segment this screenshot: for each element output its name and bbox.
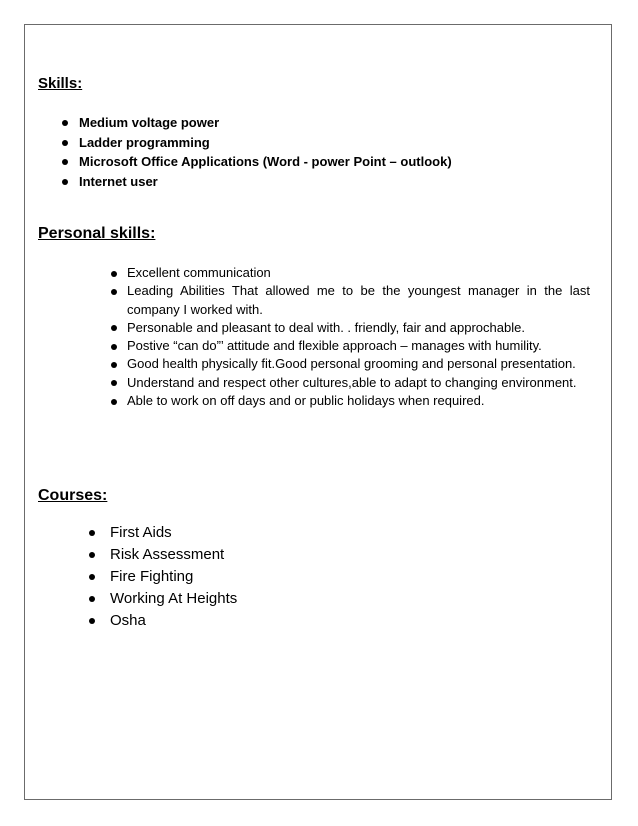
- personal-skills-item-text: Personable and pleasant to deal with. . friendly, fair and approchable.: [127, 319, 525, 335]
- courses-list-item: [89, 610, 389, 632]
- bullet-icon: [111, 362, 117, 368]
- bullet-icon: [89, 552, 95, 558]
- skills-item-text: Ladder programming: [79, 134, 210, 150]
- personal-skills-list-item: [111, 392, 590, 410]
- courses-list-item: [89, 588, 389, 610]
- bullet-icon: [111, 289, 117, 295]
- bullet-icon: [89, 574, 95, 580]
- bullet-icon: [111, 380, 117, 386]
- bullet-icon: [111, 399, 117, 405]
- bullet-icon: [89, 618, 95, 624]
- courses-item-text: Osha: [110, 612, 146, 629]
- skills-list: [62, 113, 582, 191]
- courses-list-item: [89, 566, 389, 588]
- personal-skills-item-text: Postive “can do”’ attitude and flexible approach – manages with humility.: [127, 338, 542, 354]
- bullet-icon: [89, 530, 95, 536]
- skills-list-item: [62, 133, 582, 153]
- skills-item-text: Medium voltage power: [79, 115, 220, 130]
- personal-skills-list-item: [111, 264, 590, 282]
- personal-skills-list-item: [111, 319, 590, 337]
- personal-skills-item-text: Leading Abilities That allowed me to be the youngest manager in the last company I worked with.: [127, 283, 590, 317]
- courses-list-item: [89, 522, 389, 544]
- bullet-icon: [89, 596, 95, 602]
- personal-skills-item-text: Able to work on off days and or public holidays when required.: [127, 393, 485, 409]
- bullet-icon: [62, 140, 68, 146]
- personal-skills-list-item: [111, 282, 590, 319]
- bullet-icon: [111, 271, 117, 277]
- courses-item-text: Fire Fighting: [110, 568, 194, 585]
- skills-heading: Skills:: [38, 75, 83, 92]
- personal-skills-item-text: Understand and respect other cultures,able to adapt to changing environment.: [127, 374, 577, 390]
- personal-skills-list-item: [111, 374, 590, 392]
- personal-skills-list-item: [111, 337, 590, 355]
- courses-list: [89, 522, 389, 632]
- skills-list-item: [62, 113, 582, 133]
- personal-skills-item-text: Excellent communication: [127, 265, 271, 280]
- skills-list-item: [62, 152, 582, 172]
- bullet-icon: [62, 120, 68, 126]
- skills-item-text: Microsoft Office Applications (Word - power Point – outlook): [79, 154, 452, 169]
- courses-item-text: Working At Heights: [110, 590, 238, 607]
- bullet-icon: [111, 325, 117, 331]
- courses-list-item: [89, 544, 389, 566]
- courses-item-text: Risk Assessment: [110, 546, 225, 563]
- personal-skills-heading: Personal skills:: [38, 225, 156, 242]
- personal-skills-list: [111, 264, 590, 410]
- bullet-icon: [62, 179, 68, 185]
- courses-item-text: First Aids: [110, 524, 172, 541]
- skills-list-item: [62, 172, 582, 192]
- personal-skills-item-text: Good health physically fit.Good personal grooming and personal presentation.: [127, 356, 576, 372]
- personal-skills-list-item: [111, 355, 590, 373]
- courses-heading: Courses:: [38, 487, 108, 504]
- bullet-icon: [62, 159, 68, 165]
- bullet-icon: [111, 344, 117, 350]
- skills-item-text: Internet user: [79, 173, 158, 189]
